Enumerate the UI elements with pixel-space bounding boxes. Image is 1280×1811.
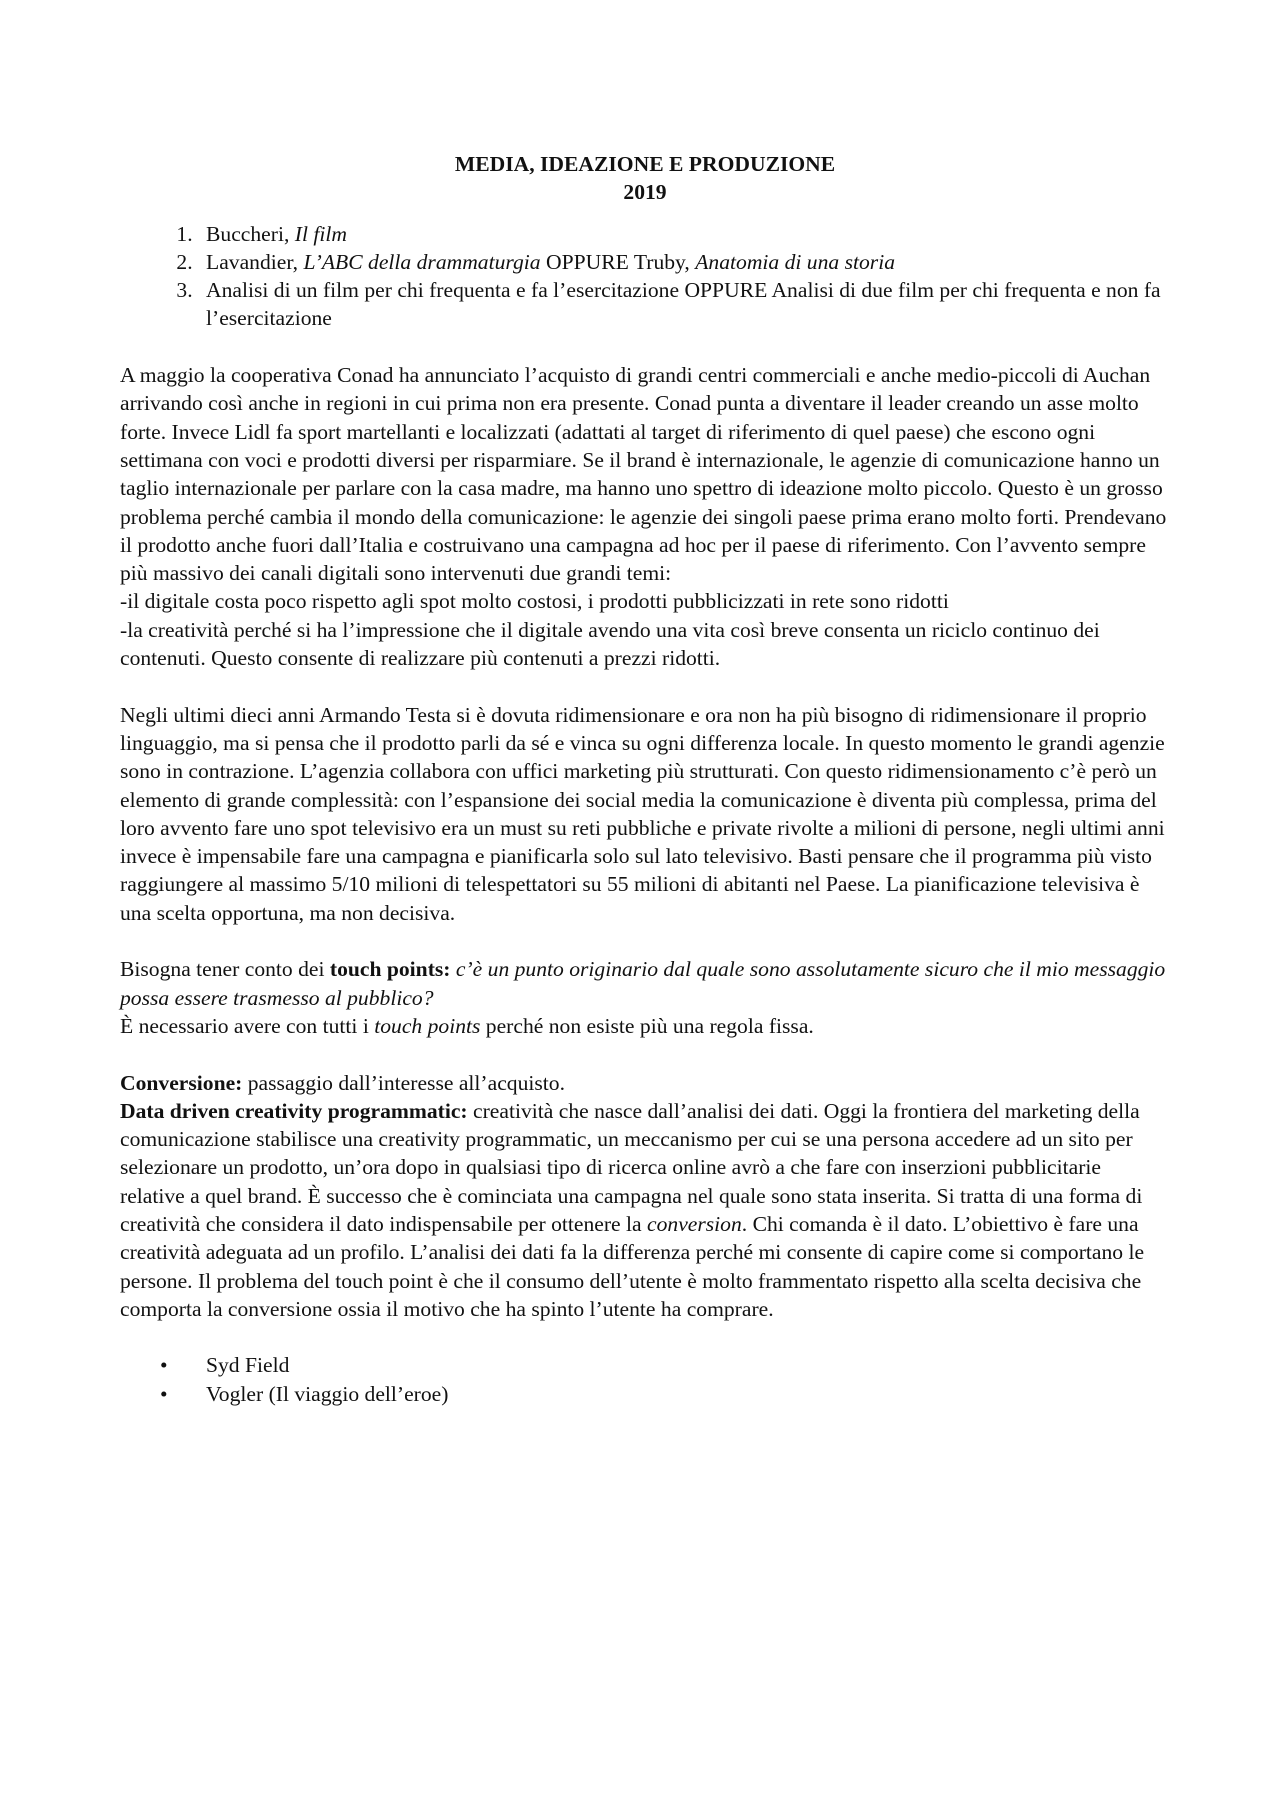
bullet-marker: • xyxy=(160,1381,168,1406)
list-item: • Vogler (Il viaggio dell’eroe) xyxy=(160,1380,1170,1408)
document-page xyxy=(120,150,1170,1408)
reference-list xyxy=(120,220,1170,333)
paragraph-touch-points: Bisogna tener conto dei touch points: c’è un punto originario dal quale sono assolutamente sicuro che il mio messaggio possa essere trasmesso al pubblico? xyxy=(120,957,1166,1010)
definition-data-driven: Data driven creativity programmatic: creatività che nasce dall’analisi dei dati. Oggi la frontiera del marketing della comunicazione stabilisce una creativity programmatic, un meccanismo per cui se una persona accedere ad un sito per selezionare un prodotto, un’ora dopo in qualsiasi tipo di ricerca online avrò a che fare con inserzioni pubblicitarie relative a quel brand. È successo che è cominciata una campagna nel quale sono stata inserita. Si tratta di una forma di creatività che considera il dato indispensabile per ottenere la conversion. Chi comanda è il dato. L’obiettivo è fare una creatività adeguata ad un profilo. L’analisi dei dati fa la differenza perché mi consente di capire come si comportano le persone. Il problema del touch point è che il consumo dell’utente è molto frammentato rispetto alla scelta decisiva che comporta la conversione ossia il motivo che ha spinto l’utente ha comprare. xyxy=(120,1098,1145,1321)
theme-creativity: -la creatività perché si ha l’impressione che il digitale avendo una vita così breve consenta un riciclo continuo dei contenuti. Questo consente di realizzare più contenuti a prezzi ridotti. xyxy=(120,617,1100,671)
list-item: • Syd Field xyxy=(160,1351,1170,1379)
theme-digital-cost: -il digitale costa poco rispetto agli spot molto costosi, i prodotti pubblicizzati in rete sono ridotti xyxy=(120,589,949,614)
bullet-list xyxy=(120,1351,1170,1408)
document-title: MEDIA, IDEAZIONE E PRODUZIONE xyxy=(454,152,836,176)
definition-conversion: Conversione: passaggio dall’interesse all’acquisto. xyxy=(120,1070,565,1095)
reference-item: 1. Buccheri, Il film xyxy=(198,220,1170,248)
reference-item: 3. Analisi di un film per chi frequenta e fa l’esercitazione OPPURE Analisi di due film per chi frequenta e non fa l’esercitazione xyxy=(198,276,1170,333)
reference-item: 2. Lavandier, L’ABC della drammaturgia OPPURE Truby, Anatomia di una storia xyxy=(198,248,1170,276)
bullet-marker: • xyxy=(160,1353,168,1378)
document-year: 2019 xyxy=(623,180,667,205)
paragraph-touch-points-rule: È necessario avere con tutti i touch points perché non esiste più una regola fissa. xyxy=(120,1013,814,1038)
document-title-block xyxy=(120,150,1170,207)
paragraph-armando-testa: Negli ultimi dieci anni Armando Testa si è dovuta ridimensionare e ora non ha più bisogno di ridimensionare il proprio linguaggio, ma si pensa che il prodotto parli da sé e vinca su ogni differenza locale. In questo momento le grandi agenzie sono in contrazione. L’agenzia collabora con uffici marketing più strutturati. Con questo ridimensionamento c’è però un elemento di grande complessità: con l’espansione dei social media la comunicazione è diventa più complessa, prima del loro avvento fare uno spot televisivo era un must su reti pubbliche e private rivolte a milioni di persone, negli ultimi anni invece è impensabile fare una campagna e pianificarla solo sul lato televisivo. Basti pensare che il programma più visto raggiungere al massimo 5/10 milioni di telespettatori su 55 milioni di abitanti nel Paese. La pianificazione televisiva è una scelta opportuna, ma non decisiva. xyxy=(120,702,1165,925)
paragraph-conad: A maggio la cooperativa Conad ha annunciato l’acquisto di grandi centri commerciali e anche medio-piccoli di Auchan arrivando così anche in regioni in cui prima non era presente. Conad punta a diventare il leader creando un asse molto forte. Invece Lidl fa sport martellanti e localizzati (adattati al target di riferimento di quel paese) che escono ogni settimana con voci e prodotti diversi per risparmiare. Se il brand è internazionale, le agenzie di comunicazione hanno un taglio internazionale per parlare con la casa madre, ma hanno uno spettro di ideazione molto piccolo. Questo è un grosso problema perché cambia il mondo della comunicazione: le agenzie dei singoli paese prima erano molto forti. Prendevano il prodotto anche fuori dall’Italia e costruivano una campagna ad hoc per il paese di riferimento. Con l’avvento sempre più massivo dei canali digitali sono intervenuti due grandi temi: xyxy=(120,363,1167,586)
